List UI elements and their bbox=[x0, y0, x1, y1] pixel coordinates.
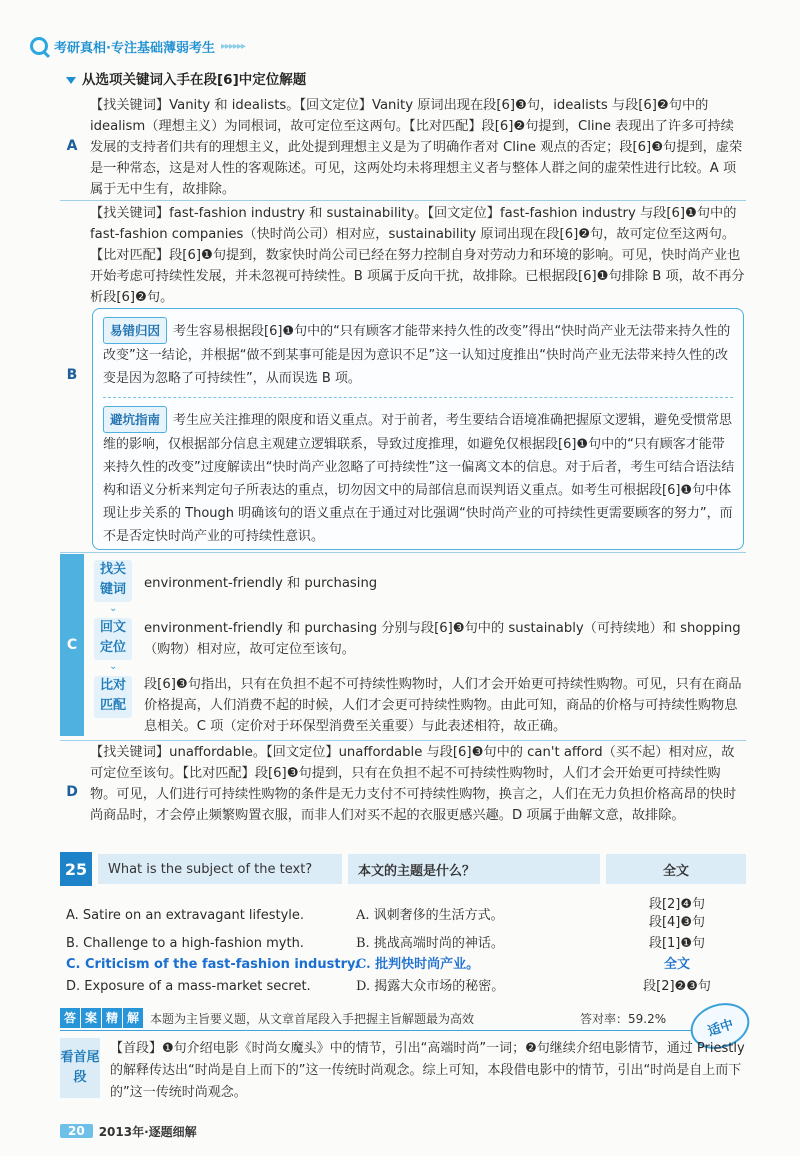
search-logo-icon bbox=[30, 37, 48, 55]
choice-c-zh: C. 批判快时尚产业。 bbox=[356, 957, 480, 972]
option-letter-b: B bbox=[66, 367, 78, 383]
option-letter-a: A bbox=[66, 138, 78, 154]
summary-tag: 看首尾段 bbox=[60, 1038, 100, 1098]
section-title-text: 从选项关键词入手在段[6]中定位解题 bbox=[82, 72, 307, 88]
chevron-down-icon: ⌄ bbox=[109, 661, 118, 672]
divider bbox=[60, 740, 746, 741]
dashed-divider bbox=[103, 397, 733, 398]
question-bar bbox=[60, 852, 746, 886]
choice-a-en: A. Satire on an extravagant lifestyle. bbox=[66, 908, 305, 923]
choice-a-ref: 段[2]❹句 段[4]❸句 bbox=[648, 897, 706, 930]
choice-b-ref: 段[1]❶句 bbox=[648, 936, 706, 951]
step-locate: 回文定位 bbox=[94, 618, 132, 660]
option-letter-d: D bbox=[66, 784, 78, 800]
footer-title: 2013年·逐题细解 bbox=[98, 1124, 197, 1139]
option-a-text: 【找关键词】Vanity 和 idealists。【回文定位】Vanity 原词出现在段[6]❸句，idealists 与段[6]❷句中的 idealism（理想主义）为同根词，故可定位至这两句。【比对匹配】段[6]❷句提到，Cline 表现出了许多可持续发展的支持者们共有的理想主义，此处提到理想主义是为了明确作者对 Cline 观点的否定；段[6]❸句提到，虚荣是一种常态，这是对人性的客观陈述。可见，这两处均未将理想主义者与整体人群之间的虚荣性进行比较。A 项属于无中生有，故排除。 bbox=[90, 98, 743, 197]
header bbox=[30, 36, 245, 56]
chevron-down-icon: ⌄ bbox=[109, 603, 118, 614]
answer-tag-char: 案 bbox=[81, 1008, 101, 1028]
answer-tag-char: 解 bbox=[123, 1008, 143, 1028]
divider bbox=[60, 200, 746, 201]
choice-c-en: C. Criticism of the fast-fashion industry. bbox=[66, 957, 360, 972]
difficulty-seal: 适中 bbox=[685, 996, 756, 1056]
step-match: 比对匹配 bbox=[94, 676, 132, 718]
page-number: 20 bbox=[60, 1124, 93, 1138]
guide-tag: 避坑指南 bbox=[103, 406, 167, 433]
option-letter-c: C bbox=[60, 554, 84, 736]
step-find-keywords: 找关键词 bbox=[94, 560, 132, 602]
section-title bbox=[66, 68, 306, 88]
mistake-tag: 易错归因 bbox=[103, 317, 167, 344]
option-c-keywords: environment-friendly 和 purchasing bbox=[144, 576, 378, 591]
answer-tag bbox=[60, 1008, 144, 1028]
answer-description: 本题为主旨要义题，从文章首尾段入手把握主旨解题最为高效 bbox=[150, 1012, 475, 1026]
footer bbox=[60, 1122, 197, 1140]
option-c-locate: environment-friendly 和 purchasing 分别与段[6]❸句中的 sustainably（可持续地）和 shopping（购物）相对应，故可定位至该句。 bbox=[144, 621, 741, 657]
mistake-text: 考生容易根据段[6]❶句中的“只有顾客才能带来持久性的改变”得出“快时尚产业无法带来持久性的改变”这一结论，并根据“做不到某事可能是因为意识不足”这一认知过度推出“快时尚产业无法带来持久性的改变是因为忽略了可持续性”，从而误选 B 项。 bbox=[103, 324, 731, 386]
divider bbox=[60, 552, 746, 553]
choice-b-zh: B. 挑战高端时尚的神话。 bbox=[356, 936, 504, 951]
question-english: What is the subject of the text? bbox=[98, 854, 342, 884]
answer-tag-char: 精 bbox=[102, 1008, 122, 1028]
choice-d-en: D. Exposure of a mass-market secret. bbox=[66, 979, 311, 994]
option-b-text: 【找关键词】fast-fashion industry 和 sustainability。【回文定位】fast-fashion industry 与段[6]❶句中的 fast-fashion companies（快时尚公司）相对应，sustainability 原词出现在段[6]❷句，故可定位至这两句。【比对匹配】段[6]❶句提到，数家快时尚公司已经在努力控制自身对劳动力和环境的影响。可见，快时尚产业也开始考虑可持续性发展，并未忽视可持续性。B 项属于反向干扰，故排除。已根据段[6]❶句排除 B 项，故不再分析段[6]❷句。 bbox=[90, 206, 745, 305]
summary-text: 【首段】❶句介绍电影《时尚女魔头》中的情节，引出“高端时尚”一词；❷句继续介绍电影情节，通过 Priestly 的解释传达出“时尚是自上而下的”这一传统时尚观念。综上可知，本段借电影中的情节，引出“时尚是自上而下的”这一传统时尚观念。 bbox=[110, 1041, 745, 1100]
question-scope: 全文 bbox=[606, 854, 746, 884]
option-d-text: 【找关键词】unaffordable。【回文定位】unaffordable 与段[6]❸句中的 can't afford（买不起）相对应，故可定位至该句。【比对匹配】段[6]❸句提到，只有在负担不起不可持续性购物时，人们才会开始更可持续性购物。可见，人们进行可持续性购物的条件是无力支付不可持续性购物，换言之，人们在无力负担价格高昂的快时尚商品时，才会停止频繁购置衣服，而非人们对买不起的衣服更感兴趣。D 项属于曲解文意，故排除。 bbox=[90, 745, 737, 823]
triangle-icon bbox=[66, 77, 76, 84]
guide-block bbox=[103, 406, 735, 548]
option-c-match: 段[6]❸句指出，只有在负担不起不可持续性购物时，人们才会开始更可持续性购物。可见，只有在商品价格提高，人们消费不起的时候，人们才会更可持续性购物。由此可知，商品的价格与可持续性购物息息相关。C 项（定价对于环保型消费至关重要）与此表述相符，故正确。 bbox=[144, 677, 742, 734]
guide-text: 考生应关注推理的限度和语义重点。对于前者，考生要结合语境准确把握原文逻辑，避免受惯常思维的影响，仅根据部分信息主观建立逻辑联系，导致过度推理，如避免仅根据段[6]❶句中的“只有顾客才能带来持久性的改变”过度解读出“快时尚产业忽略了可持续性”这一偏离文本的信息。对于后者，考生可结合语法结构和语义分析来判定句子所表达的重点，切勿因文中的局部信息而误判语义重点。如考生可根据段[6]❶句中体现让步关系的 Though 明确该句的语义重点在于通过对比强调“快时尚产业的可持续性更需要顾客的努力”，而不是否定快时尚产业的可持续性意识。 bbox=[103, 413, 735, 544]
choice-b-en: B. Challenge to a high-fashion myth. bbox=[66, 936, 304, 951]
tips-callout bbox=[92, 308, 744, 550]
header-arrows: ▸▸▸▸▸▸ bbox=[220, 40, 246, 52]
question-chinese: 本文的主题是什么？ bbox=[348, 854, 600, 884]
choice-d-zh: D. 揭露大众市场的秘密。 bbox=[356, 979, 505, 994]
choice-a-zh: A. 讽刺奢侈的生活方式。 bbox=[356, 908, 504, 923]
mistake-block bbox=[103, 317, 735, 390]
choice-c-ref: 全文 bbox=[663, 957, 690, 972]
question-number: 25 bbox=[60, 852, 92, 886]
answer-tag-char: 答 bbox=[60, 1008, 80, 1028]
choice-d-ref: 段[2]❷❸句 bbox=[643, 979, 711, 994]
answer-rate: 答对率：59.2% bbox=[580, 1012, 667, 1026]
answer-row bbox=[60, 1008, 746, 1031]
header-title: 考研真相·专注基础薄弱考生 bbox=[54, 40, 215, 56]
